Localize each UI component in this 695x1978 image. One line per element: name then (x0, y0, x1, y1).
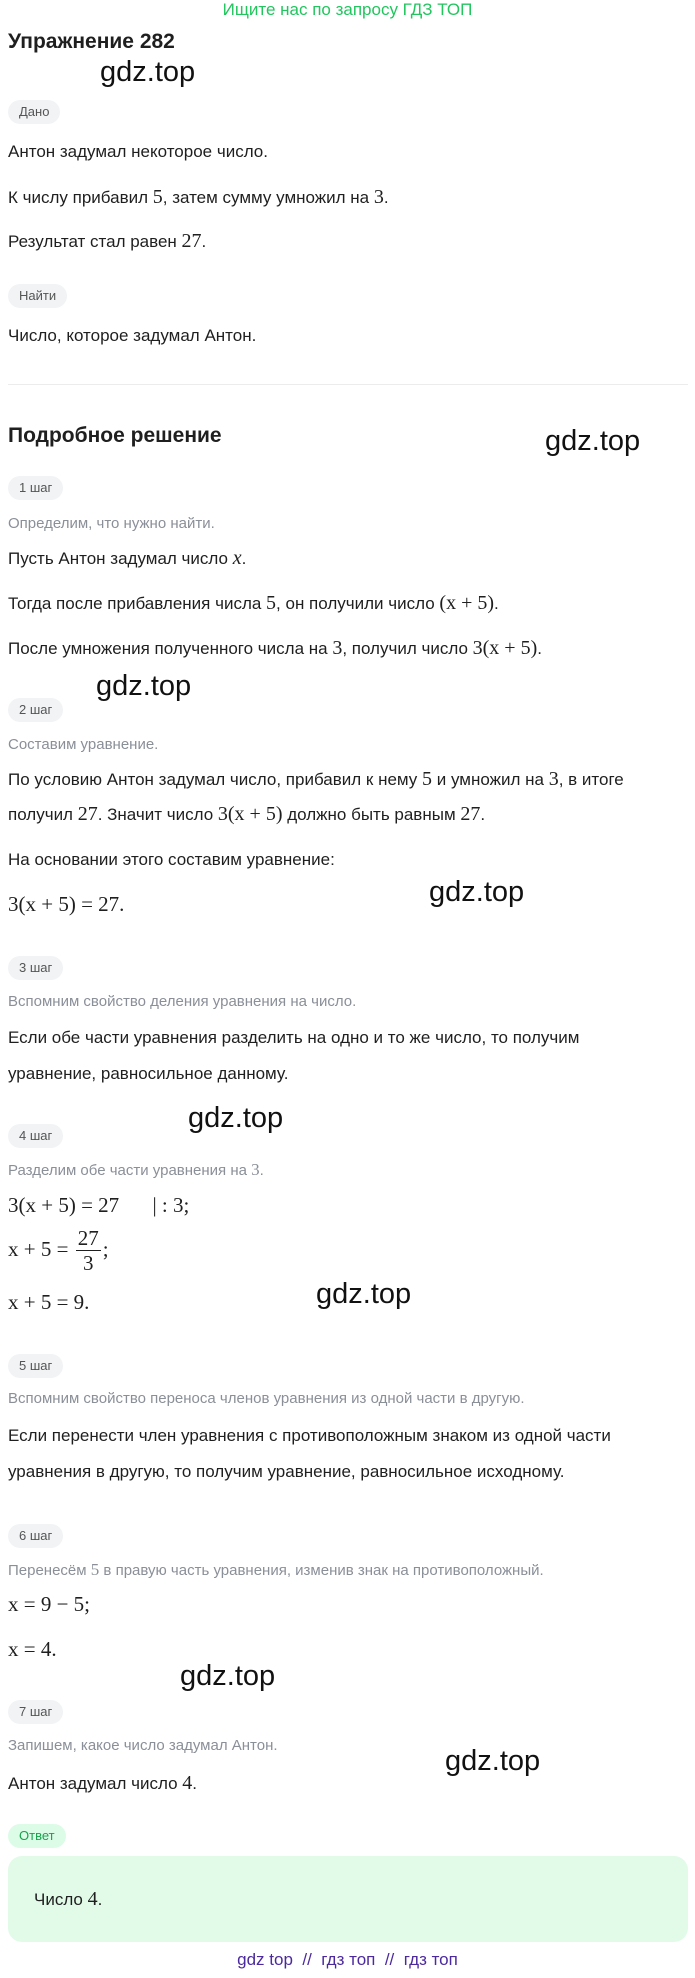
fraction-numerator: 27 (77, 1226, 99, 1250)
step-line: уравнение, равносильное данному. (8, 1064, 289, 1083)
text-segment: . (537, 639, 542, 658)
equation: x + 5 = 9. (8, 1290, 90, 1314)
page-title: Упражнение 282 (8, 30, 175, 53)
text-segment: Перенесём (8, 1562, 91, 1579)
equation-division: | : 3; (152, 1193, 190, 1217)
text-segment: . Значит число (97, 805, 218, 824)
given-line (8, 186, 389, 209)
equation-expression: 3(x + 5) = 27 (8, 1193, 120, 1217)
math-number: 3 (548, 768, 559, 790)
step-line: Если перенести член уравнения с противоположным знаком из одной части (8, 1426, 611, 1445)
text-segment: Пусть Антон задумал число (8, 549, 233, 568)
equation (8, 1228, 109, 1274)
math-number: 3 (373, 186, 384, 208)
math-number: 5 (90, 1560, 100, 1579)
step-badge: 5 шаг (8, 1354, 63, 1378)
step-line (8, 803, 485, 826)
text-segment: и умножил на (432, 770, 549, 789)
step-line (8, 547, 246, 570)
text-segment: Тогда после прибавления числа (8, 594, 267, 613)
text-segment: К числу прибавил (8, 188, 153, 207)
math-number: 3 (251, 1160, 260, 1179)
step-note (8, 1160, 264, 1180)
text-segment: Разделим обе части уравнения на (8, 1162, 252, 1179)
math-expression: 3(x + 5) (472, 637, 538, 659)
given-line: Антон задумал некоторое число. (8, 142, 268, 161)
step-badge: 6 шаг (8, 1524, 63, 1548)
step-line: На основании этого составим уравнение: (8, 850, 335, 869)
text-segment: Результат стал равен (8, 232, 182, 251)
math-number: 5 (152, 186, 163, 208)
text-segment: , он получили число (276, 594, 440, 613)
math-expression: (x + 5) (439, 592, 495, 614)
text-segment: . (259, 1162, 264, 1179)
text-segment: Число (34, 1890, 88, 1909)
equation: x = 4. (8, 1637, 57, 1661)
text-segment: , затем сумму умножил на (162, 188, 374, 207)
step-line (8, 637, 542, 660)
step-line (8, 768, 624, 791)
watermark: gdz.top (445, 1745, 541, 1777)
given-line (8, 230, 206, 253)
math-number: 5 (422, 768, 433, 790)
step-note: Вспомним свойство переноса членов уравнения из одной части в другую. (8, 1390, 525, 1407)
text-segment: После умножения полученного числа на (8, 639, 333, 658)
step-badge: 3 шаг (8, 956, 63, 980)
watermark: gdz.top (429, 876, 525, 908)
text-segment: Антон задумал число (8, 1774, 183, 1793)
text-segment: . (97, 1890, 103, 1909)
footer-links[interactable]: gdz top // гдз топ // гдз топ (237, 1950, 458, 1969)
step-note: Вспомним свойство деления уравнения на число. (8, 993, 357, 1010)
equation (8, 1193, 189, 1218)
solution-title: Подробное решение (8, 424, 222, 447)
text-segment: получил (8, 805, 78, 824)
search-banner[interactable]: Ищите нас по запросу ГДЗ ТОП (222, 0, 473, 19)
fraction-denominator: 3 (82, 1251, 94, 1275)
step-badge: 4 шаг (8, 1124, 63, 1148)
step-note (8, 1560, 544, 1580)
text-segment: в правую часть уравнения, изменив знак на противоположный. (99, 1562, 544, 1579)
section-divider (8, 384, 688, 385)
math-number: 4 (87, 1888, 98, 1910)
text-segment: . (241, 549, 247, 568)
math-variable: x (232, 547, 242, 569)
given-badge: Дано (8, 100, 60, 124)
watermark: gdz.top (96, 670, 192, 702)
math-number: 27 (460, 803, 481, 825)
text-segment: . (480, 805, 486, 824)
watermark: gdz.top (188, 1102, 284, 1134)
step-badge: 1 шаг (8, 476, 63, 500)
text-segment: . (494, 594, 499, 613)
step-line (8, 1772, 197, 1795)
step-line: уравнения в другую, то получим уравнение, равносильное исходному. (8, 1462, 565, 1481)
step-badge: 7 шаг (8, 1700, 63, 1724)
watermark: gdz.top (545, 425, 641, 457)
step-line (8, 592, 499, 615)
watermark: gdz.top (316, 1278, 412, 1310)
math-number: 5 (266, 592, 277, 614)
text-segment: должно быть равным (282, 805, 461, 824)
step-note: Определим, что нужно найти. (8, 515, 215, 532)
text-segment: По условию Антон задумал число, прибавил к нему (8, 770, 423, 789)
equation: 3(x + 5) = 27. (8, 892, 125, 916)
answer-text (34, 1888, 102, 1911)
watermark: gdz.top (100, 56, 196, 88)
find-badge: Найти (8, 284, 67, 308)
step-note: Составим уравнение. (8, 736, 159, 753)
answer-badge: Ответ (8, 1824, 66, 1848)
step-note: Запишем, какое число задумал Антон. (8, 1737, 278, 1754)
fraction (76, 1228, 101, 1274)
math-number: 4 (182, 1772, 193, 1794)
text-segment: . (192, 1774, 198, 1793)
answer-box (8, 1856, 688, 1942)
text-segment: . (383, 188, 389, 207)
equation-expression: ; (102, 1236, 109, 1261)
text-segment: , в итоге (558, 770, 624, 789)
text-segment: , получил число (342, 639, 473, 658)
math-number: 3 (332, 637, 343, 659)
equation: x = 9 − 5; (8, 1592, 91, 1616)
math-number: 27 (181, 230, 202, 252)
step-badge: 2 шаг (8, 698, 63, 722)
text-segment: . (201, 232, 207, 251)
watermark: gdz.top (180, 1660, 276, 1692)
equation-expression: x + 5 = (8, 1236, 69, 1261)
find-line: Число, которое задумал Антон. (8, 326, 257, 345)
math-expression: 3(x + 5) (217, 803, 283, 825)
step-line: Если обе части уравнения разделить на одно и то же число, то получим (8, 1028, 580, 1047)
math-number: 27 (77, 803, 98, 825)
